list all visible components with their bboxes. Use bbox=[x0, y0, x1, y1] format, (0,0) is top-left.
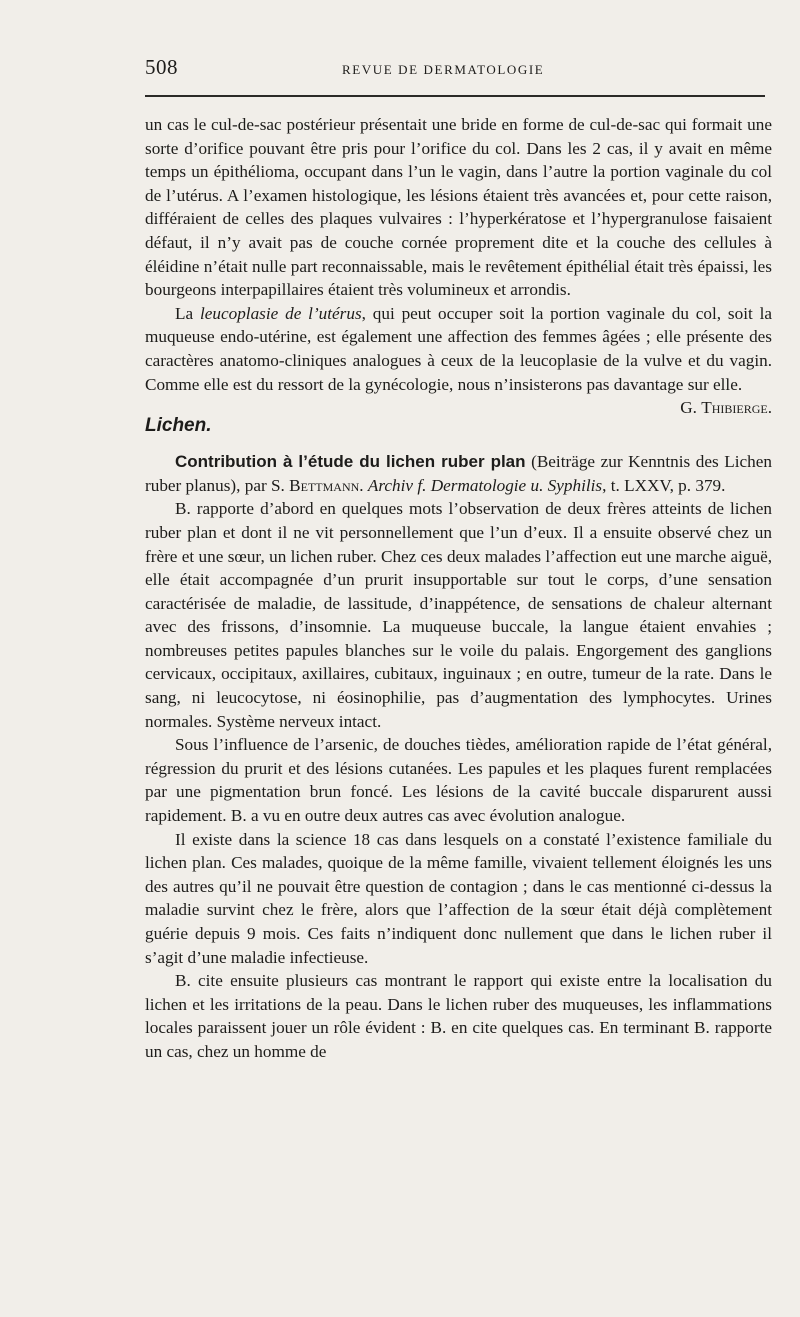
page-header bbox=[145, 55, 765, 85]
signature-name: Thibierge. bbox=[701, 398, 772, 418]
article-title: Contribution à l’étude du lichen ruber plan bbox=[175, 452, 526, 472]
author-signature bbox=[680, 396, 772, 420]
paragraph: Sous l’influence de l’arsenic, de douches tièdes, amélioration rapide de l’état général, régression du prurit et des lésions cutanées. Les papules et les plaques furent remplacées par une pigmentation brun foncé. Les lésions de la cavité buccale disparurent aussi rapidement. B. a vu en outre deux autres cas avec évolution analogue. bbox=[145, 735, 772, 826]
journal-name: Archiv f. Dermatologie u. Syphilis bbox=[367, 475, 603, 495]
section-heading: Lichen. bbox=[145, 415, 212, 437]
citation-text: (Beiträge zur Kenntnis des Lichen ruber planus), par S. bbox=[145, 452, 772, 495]
running-title: REVUE DE DERMATOLOGIE bbox=[342, 62, 545, 77]
citation-end: , t. LXXV, p. 379. bbox=[602, 475, 726, 495]
signature-initial: G. bbox=[680, 398, 702, 418]
article-author: Bettmann. bbox=[289, 475, 364, 495]
paragraph-emphasis: leucoplasie de l’utérus bbox=[199, 303, 362, 323]
paragraph: B. cite ensuite plusieurs cas montrant le rapport qui existe entre la localisation du lichen et les irritations de la peau. Dans le lichen ruber des muqueuses, les inflammations locales paraissent jouer un rôle évident : B. en cite quelques cas. En terminant B. rapporte un cas, chez un homme de bbox=[145, 971, 772, 1061]
page-number: 508 bbox=[145, 55, 178, 79]
header-rule bbox=[145, 95, 765, 97]
article-citation bbox=[145, 450, 772, 497]
paragraph: un cas le cul-de-sac postérieur présentait une bride en forme de cul-de-sac qui formait une sorte d’orifice pouvant être pris pour l’orifice du col. Dans les 2 cas, il y avait en même temps un épithélioma, occupant dans l’un le vagin, dans l’autre la portion vaginale du col de l’utérus. A l’examen histologique, les lésions étaient très avancées et, pour cette raison, différaient de celles des plaques vulvaires : l’hyperkératose et l’hypergranulose faisaient défaut, il n’y avait pas de couche cornée proprement dite et la couche des cellules à éléidine n’était nulle part reconnaissable, mais le revêtement épithélial était très épaissi, les bourgeons interpapillaires étaient très volumineux et arrondis. bbox=[145, 115, 772, 300]
paragraph: Il existe dans la science 18 cas dans lesquels on a constaté l’existence familiale du lichen plan. Ces malades, quoique de la même famille, vivaient tellement éloignés les uns des autres qu’il ne pouvait être question de contagion ; dans le cas mentionné ci-dessus la maladie survint chez le frère, alors que l’affection de la sœur était déjà complètement guérie depuis 9 mois. Ces faits n’indiquent donc nullement que dans le lichen ruber il s’agit d’une maladie infectieuse. bbox=[145, 829, 772, 967]
paragraph bbox=[145, 302, 772, 418]
paragraph: B. rapporte d’abord en quelques mots l’observation de deux frères atteints de lichen ruber plan et dont il ne vit personnellement que l’un d’eux. Il a ensuite observé chez un frère et une sœur, un lichen ruber. Chez ces deux malades l’affection eut une marche aiguë, elle était accompagnée d’un prurit insupportable sur tout le corps, d’une sensation caractérisée de maladie, de lassitude, d’inappétence, de sensations de chaleur alternant avec des frissons, d’insomnie. La muqueuse buccale, la langue étaient envahies ; nombreuses petites papules blanches sur le voile du palais. Engorgement des ganglions cervicaux, occipitaux, axillaires, cubitaux, inguinaux ; en outre, tumeur de la rate. Dans le sang, ni leucocytose, ni éosinophilie, pas d’augmentation des lymphocytes. Urines normales. Système nerveux intact. bbox=[145, 499, 772, 731]
paragraph-text: , qui peut occuper soit la portion vaginale du col, soit la muqueuse endo-utérine, est également une affection des femmes âgées ; elle présente des caractères anatomo-cliniques analogues à ceux de la leucoplasie de la vulve et du vagin. Comme elle est du ressort de la gynécologie, nous n’insisterons pas davantage sur elle. bbox=[145, 303, 772, 394]
article-body bbox=[145, 113, 772, 1064]
paragraph-text: La bbox=[175, 303, 200, 323]
